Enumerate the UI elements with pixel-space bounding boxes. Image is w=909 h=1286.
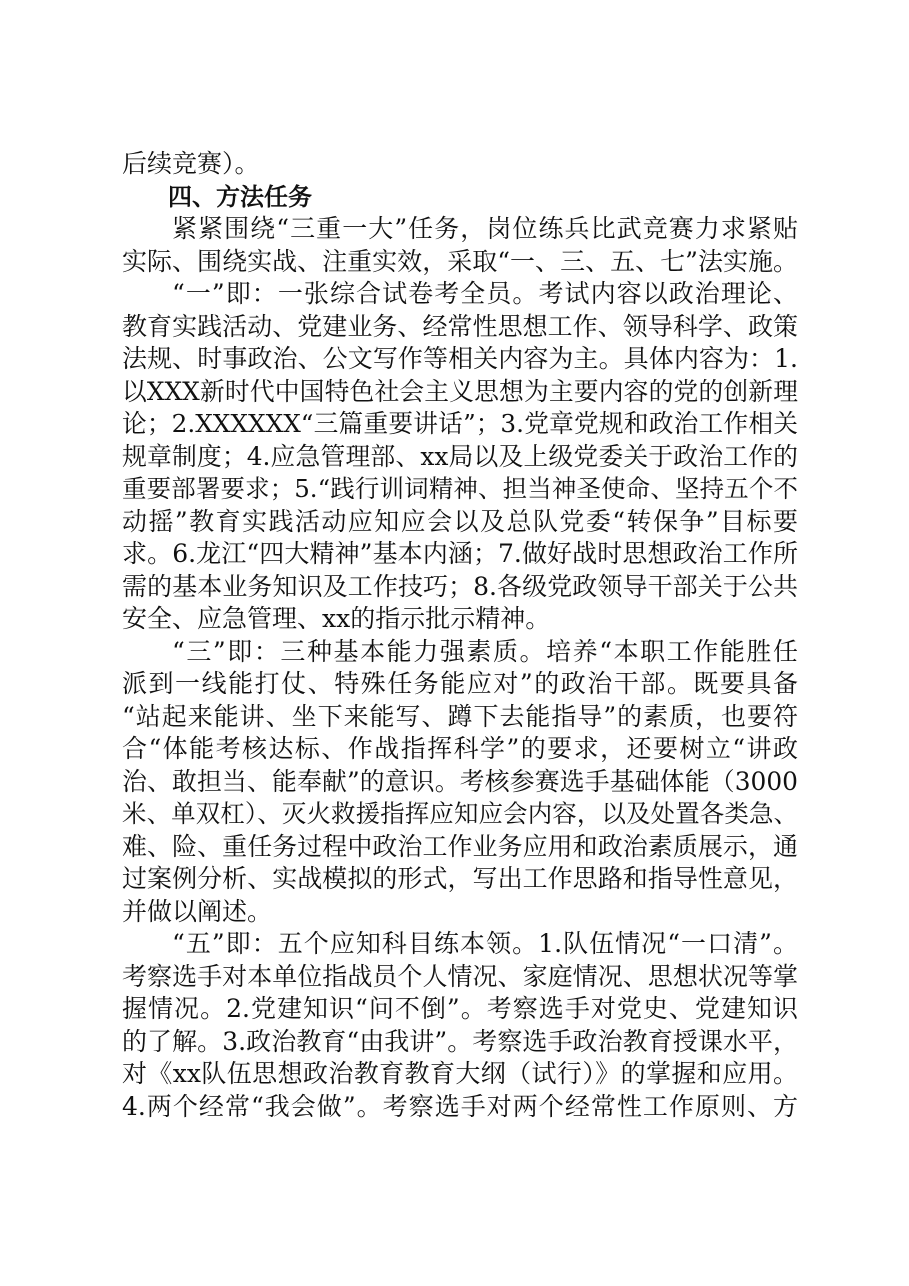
- text-line: “一”即：一张综合试卷考全员。考试内容以政治理论、: [172, 279, 798, 308]
- text-line: 论；2.XXXXXX“三篇重要讲话”；3.党章党规和政治工作相关: [122, 409, 798, 438]
- text-line: 动摇”教育实践活动应知应会以及总队党委“转保争”目标要: [122, 506, 798, 536]
- text-line: 考察选手对本单位指战员个人情况、家庭情况、思想状况等掌: [122, 961, 798, 991]
- text-line: 并做以阐述。: [122, 896, 273, 926]
- text-line: 的了解。3.政治教育“由我讲”。考察选手政治教育授课水平，: [122, 1026, 798, 1056]
- text-line: 以XXX新时代中国特色社会主义思想为主要内容的党的创新理: [122, 376, 798, 406]
- text-line: 过案例分析、实战模拟的形式，写出工作思路和指导性意见，: [122, 864, 798, 893]
- text-line: 教育实践活动、党建业务、经常性思想工作、领导科学、政策: [122, 311, 798, 341]
- text-line: 4.两个经常“我会做”。考察选手对两个经常性工作原则、方: [122, 1091, 798, 1121]
- section-heading: 四、方法任务: [168, 182, 312, 211]
- text-line: 对《xx队伍思想政治教育教育大纲（试行）》的掌握和应用。: [122, 1059, 798, 1088]
- text-line: 重要部署要求；5.“践行训词精神、担当神圣使命、坚持五个不: [122, 474, 798, 503]
- text-line: 求。6.龙江“四大精神”基本内涵；7.做好战时思想政治工作所: [122, 539, 798, 568]
- text-line: “五”即：五个应知科目练本领。1.队伍情况“一口清”。: [172, 929, 798, 958]
- text-line: 派到一线能打仗、特殊任务能应对”的政治干部。既要具备: [122, 669, 798, 698]
- text-line: 安全、应急管理、xx的指示批示精神。: [122, 604, 551, 633]
- text-line: 需的基本业务知识及工作技巧；8.各级党政领导干部关于公共: [122, 571, 798, 601]
- text-line: 合“体能考核达标、作战指挥科学”的要求，还要树立“讲政: [122, 734, 798, 763]
- text-line: 治、敢担当、能奉献”的意识。考核参赛选手基础体能（3000: [122, 766, 798, 796]
- text-line: 后续竞赛）。: [122, 149, 260, 178]
- text-line: 法规、时事政治、公文写作等相关内容为主。具体内容为：1.: [122, 344, 798, 373]
- text-line: 规章制度；4.应急管理部、xx局以及上级党委关于政治工作的: [122, 441, 798, 471]
- text-line: “站起来能讲、坐下来能写、蹲下去能指导”的素质，也要符: [122, 701, 798, 731]
- text-line: 实际、围绕实战、注重实效，采取“一、三、五、七”法实施。: [122, 246, 798, 276]
- text-line: 握情况。2.党建知识“问不倒”。考察选手对党史、党建知识: [122, 994, 798, 1023]
- text-line: 米、单双杠）、灭火救援指挥应知应会内容，以及处置各类急、: [122, 799, 798, 828]
- text-line: “三”即：三种基本能力强素质。培养“本职工作能胜任: [172, 636, 798, 666]
- text-line: 紧紧围绕“三重一大”任务，岗位练兵比武竞赛力求紧贴: [172, 214, 798, 243]
- text-line: 难、险、重任务过程中政治工作业务应用和政治素质展示，通: [122, 831, 798, 861]
- document-body: [122, 148, 798, 1123]
